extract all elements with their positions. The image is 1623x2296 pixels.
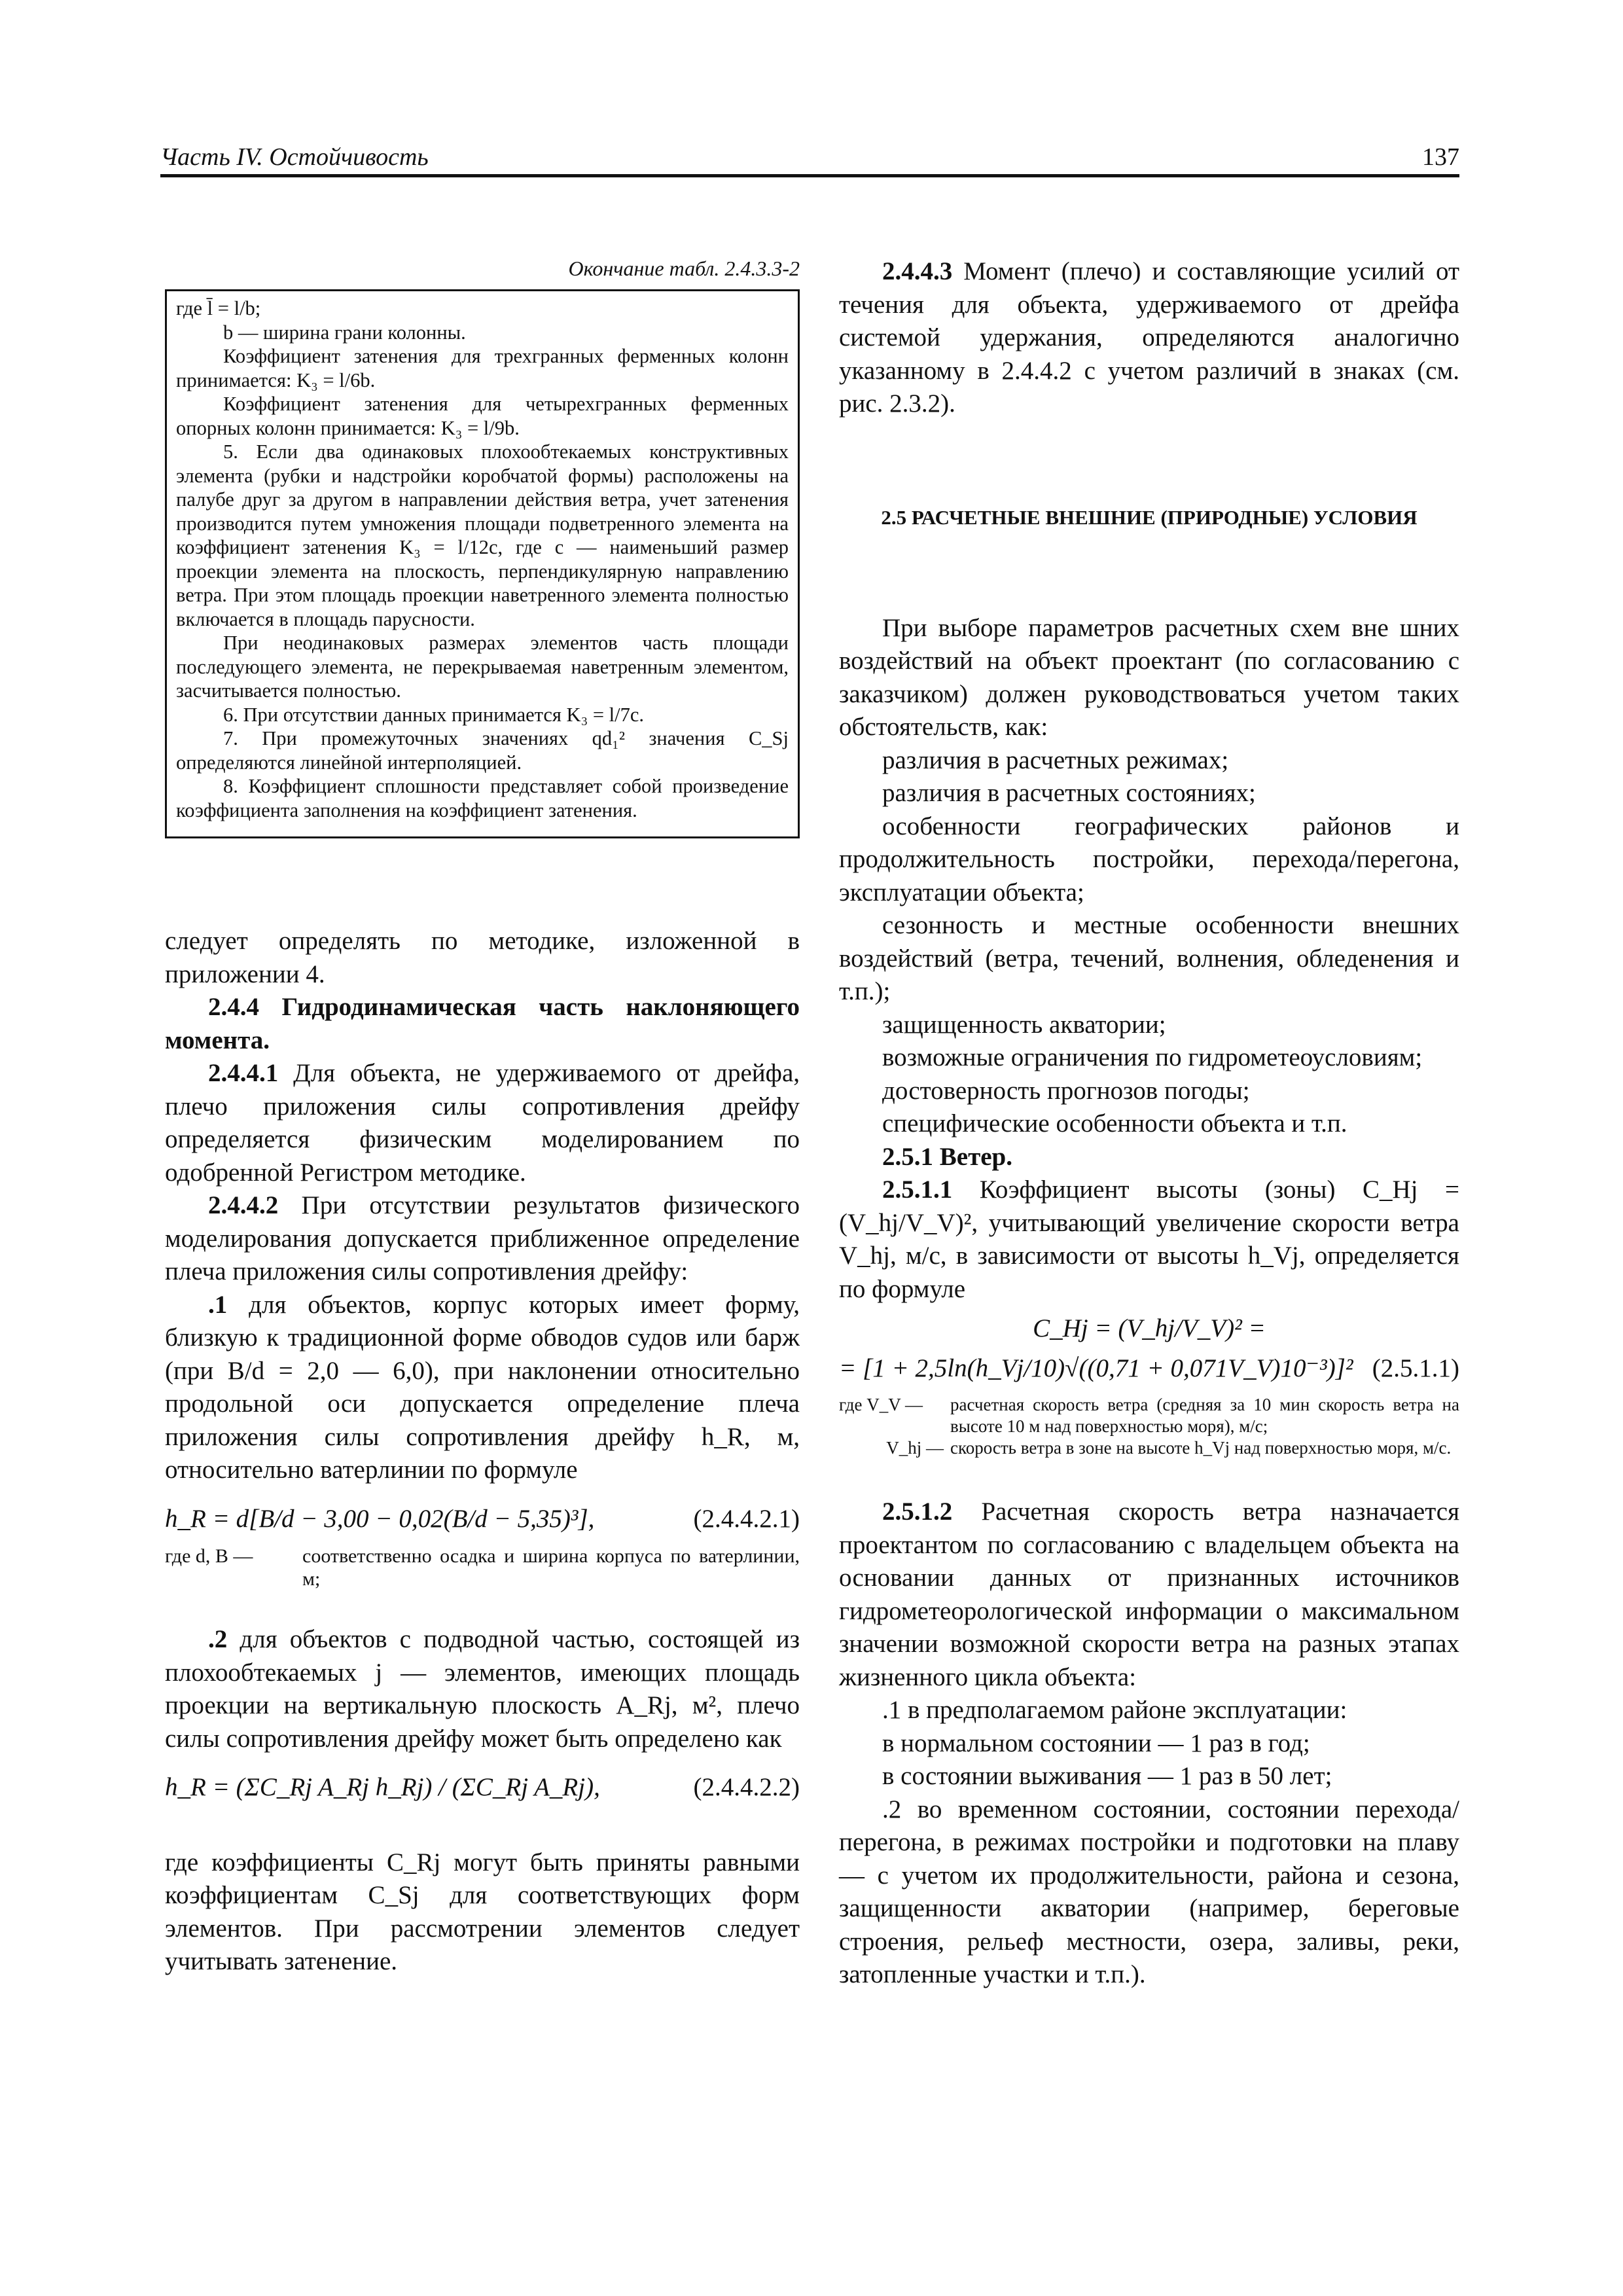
box-line: Коэффициент затенения для четырехгранных ферменных опорных колонн принимается: K₃ = l/9b. [176, 393, 789, 439]
box-line: 8. Коэффициент сплошности представляет собой произведение коэффициента заполнения на коэффициент затенения. [176, 775, 789, 821]
clause-number: 2.4.4.1 [208, 1059, 279, 1087]
paragraph-2-4-4-2 [165, 1189, 800, 1289]
list-item: специфические особенности объекта и т.п. [882, 1109, 1347, 1138]
paragraph: следует определять по методике, изложенной в приложении 4. [165, 927, 800, 988]
formula-legend [165, 1545, 800, 1590]
formula-number: (2.5.1.1) [1372, 1354, 1459, 1382]
legend-text: расчетная скорость ветра (средняя за 10 мин скорость ветра на высоте 10 м над поверхностью моря), м/с; [950, 1395, 1459, 1436]
legend-label: где V_V — [839, 1395, 923, 1414]
list-item: различия в расчетных состояниях; [882, 779, 1256, 807]
formula-body: h_R = d[B/d − 3,00 − 0,02(B/d − 5,35)³], [165, 1504, 595, 1533]
formula-legend [839, 1437, 1459, 1459]
clause-text: Коэффициент высоты (зоны) C_Hj = (V_hj/V_V)², учитывающий увеличение скорости ветра V_hj, м/с, в зависимости от высоты h_Vj, определяется по формуле [839, 1175, 1459, 1303]
clause-text: Момент (плечо) и составляющие усилий от течения для объекта, удерживаемого от дрейфа системой удержания, определяются аналогично указанному в 2.4.4.2 с учетом различий в знаках (см. рис. 2.3.2). [839, 257, 1460, 418]
item-number: .2 [208, 1625, 228, 1653]
item-1 [165, 1289, 800, 1487]
item-text: для объектов с подводной частью, состоящей из плохообтекаемых j — элементов, имеющих площадь проекции на вертикальную плоскость A_Rj, м², плечо силы сопротивления дрейфу может быть определено как [165, 1625, 800, 1753]
page-number: 137 [1422, 143, 1459, 171]
paragraph-2-5-1-2 [839, 1496, 1459, 1694]
item-number: .1 [208, 1290, 228, 1319]
legend-label: где d, B — [165, 1545, 253, 1567]
list-item: особенности географических районов и продолжительность постройки, перехода/перегона, эксплуатации объекта; [839, 812, 1459, 906]
left-column [165, 255, 800, 1979]
list-item: достоверность прогнозов погоды; [882, 1076, 1250, 1105]
list-item: в состоянии выживания — 1 раз в 50 лет; [882, 1762, 1332, 1790]
formula-legend [839, 1394, 1459, 1437]
legend-text: скорость ветра в зоне на высоте h_Vj над поверхностью моря, м/с. [950, 1438, 1452, 1458]
formula-2-4-4-2-2 [165, 1771, 800, 1804]
paragraph-2-4-4-1 [165, 1057, 800, 1189]
list-item: возможные ограничения по гидрометеоусловиям; [882, 1043, 1423, 1071]
right-column [839, 255, 1459, 1992]
box-line: b — ширина грани колонны. [223, 321, 466, 344]
box-line: 7. При промежуточных значениях qd₁² значения C_Sj определяются линейной интерполяцией. [176, 727, 789, 774]
legend-text: соответственно осадка и ширина корпуса по ватерлинии, м; [302, 1545, 800, 1590]
paragraph-2-5-1-1 [839, 1174, 1459, 1306]
paragraph-2-4-4-3 [839, 255, 1459, 421]
section-heading-2-5: 2.5 РАСЧЕТНЫЕ ВНЕШНИЕ (ПРИРОДНЫЕ) УСЛОВИЯ [881, 505, 1418, 529]
box-line: 5. Если два одинаковых плохообтекаемых конструктивных элемента (рубки и надстройки коробчатой формы) расположены на палубе друг за другом в направлении действия ветра, учет затенения производится путем умножения площади подветренного элемента на коэффициент затенения K₃ = l/12c, где c — наименьший размер проекции элемента на плоскость, перпендикулярную направлению ветра. При этом площадь проекции наветренного элемента полностью включается в площадь парусности. [176, 440, 789, 630]
box-line: Коэффициент затенения для трехгранных ферменных колонн принимается: K₃ = l/6b. [176, 345, 789, 391]
running-title: Часть IV. Остойчивость [160, 143, 429, 171]
list-item: различия в расчетных режимах; [882, 745, 1229, 774]
box-line: При неодинаковых размерах элементов часть площади последующего элемента, не перекрываемая наветренным элементом, засчитывается полностью. [176, 632, 789, 702]
item-text: для объектов, корпус которых имеет форму, близкую к традиционной форме обводов судов или барж (при B/d = 2,0 — 6,0), при наклонении относительно продольной оси допускается определение плеча приложения силы сопротивления дрейфу h_R, м, относительно ватерлинии по формуле [165, 1290, 800, 1484]
section-heading-2-5-1: 2.5.1 Ветер. [882, 1142, 1012, 1171]
item-2 [165, 1623, 800, 1755]
clause-number: 2.5.1.1 [882, 1175, 953, 1204]
header-rule [160, 174, 1459, 177]
clause-number: 2.4.4.2 [208, 1191, 279, 1219]
formula-2-5-1-1-line1: C_Hj = (V_hj/V_V)² = [1033, 1314, 1266, 1342]
table-notes-box [165, 289, 800, 838]
list-item: сезонность и местные особенности внешних воздействий (ветра, течений, волнения, обледенения и т.п.); [839, 911, 1459, 1005]
formula-number: (2.4.4.2.1) [693, 1504, 800, 1533]
clause-text: При отсутствии результатов физического моделирования допускается приближенное определение плеча приложения силы сопротивления дрейфу: [165, 1191, 800, 1285]
clause-text: Для объекта, не удерживаемого от дрейфа, плечо приложения силы сопротивления дрейфу определяется физическим моделированием по одобренной Регистром методике. [165, 1059, 800, 1187]
formula-body: h_R = (ΣC_Rj A_Rj h_Rj) / (ΣC_Rj A_Rj), [165, 1773, 600, 1801]
legend-label: V_hj — [886, 1438, 944, 1458]
clause-text: Расчетная скорость ветра назначается проектантом по согласованию с владельцем объекта на основании данных от признанных источников гидрометеорологической информации о максимальном значении возможной скорости ветра на разных этапах жизненного цикла объекта: [839, 1498, 1460, 1691]
formula-2-4-4-2-1 [165, 1503, 800, 1536]
clause-number: 2.4.4.3 [882, 257, 953, 285]
formula-number: (2.4.4.2.2) [693, 1773, 800, 1801]
list-item: .1 в предполагаемом районе эксплуатации: [882, 1696, 1347, 1724]
section-heading-2-4-4: 2.4.4 Гидродинамическая часть наклоняющего момента. [165, 993, 800, 1054]
list-item: защищенность акватории; [882, 1010, 1166, 1039]
box-line: где l̄ = l/b; [176, 297, 261, 319]
clause-number: 2.5.1.2 [882, 1498, 953, 1526]
paragraph: где коэффициенты C_Rj могут быть приняты равными коэффициентам C_Sj для соответствующих форм элементов. При рассмотрении элементов следует учитывать затенение. [165, 1848, 800, 1975]
formula-body: = [1 + 2,5ln(h_Vj/10)√((0,71 + 0,071V_V)10⁻³)]² [839, 1354, 1353, 1382]
table-caption: Окончание табл. 2.4.3.3-2 [568, 257, 800, 280]
box-line: 6. При отсутствии данных принимается K₃ = l/7c. [223, 703, 645, 726]
list-item: .2 во временном состоянии, состоянии перехода/перегона, в режимах постройки и подготовки на плаву — с учетом их продолжительности, района и сезона, защищенности акватории (например, береговые строения, рельеф местности, озера, заливы, реки, затопленные участки и т.п.). [839, 1795, 1459, 1988]
list-item: в нормальном состоянии — 1 раз в год; [882, 1729, 1310, 1757]
formula-2-5-1-1-line2 [839, 1352, 1459, 1386]
paragraph: При выборе параметров расчетных схем вне шних воздействий на объект проектант (по согласованию с заказчиком) должен руководствоваться учетом таких обстоятельств, как: [839, 613, 1459, 741]
